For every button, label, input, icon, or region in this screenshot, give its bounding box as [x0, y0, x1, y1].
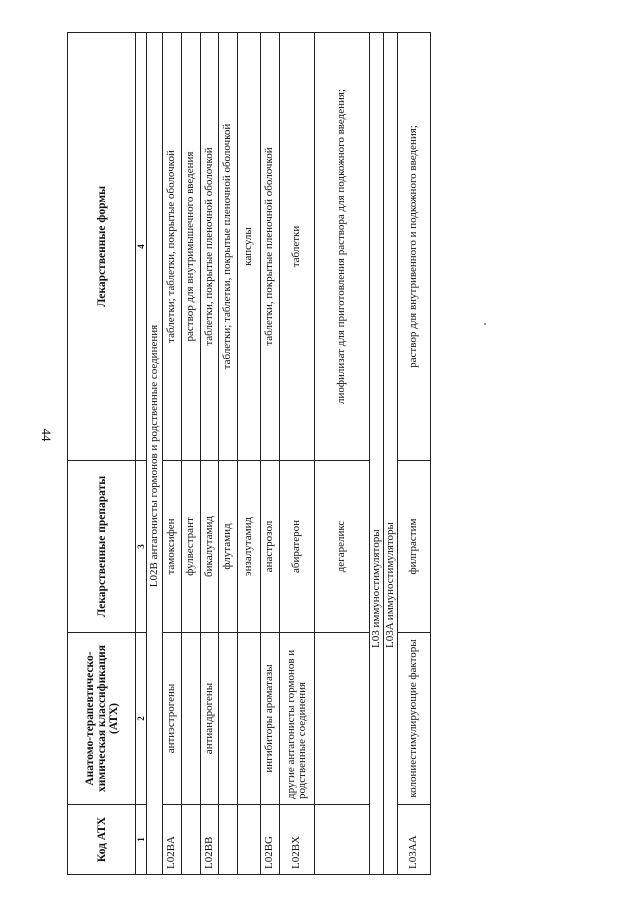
dosage-form-cell: таблетки: [280, 33, 315, 461]
table-header-row: [68, 33, 136, 875]
section-row: [147, 33, 163, 875]
atc-code-cell: L02BB: [201, 805, 219, 875]
rotated-table-wrapper: [67, 33, 420, 875]
drug-cell: анастрозол: [261, 461, 280, 633]
atc-code-cell: L03AA: [398, 805, 431, 875]
table-row: [163, 33, 182, 875]
drug-classification-table: [67, 32, 431, 875]
dosage-form-cell: раствор для внутривенного и подкожного введения;: [398, 33, 431, 461]
drug-cell: фулвестрант: [182, 461, 201, 633]
scan-speck: [484, 323, 486, 325]
dosage-form-cell: таблетки; таблетки, покрытые оболочкой: [163, 33, 182, 461]
drug-cell: энзалутамид: [238, 461, 261, 633]
table-row: [261, 33, 280, 875]
table-row: [238, 33, 261, 875]
section-row: [370, 33, 384, 875]
atc-code-cell: [182, 805, 201, 875]
atc-code-cell: L02BA: [163, 805, 182, 875]
drug-cell: дегареликс: [315, 461, 370, 633]
header-dosage-forms: Лекарственные формы: [68, 33, 136, 461]
table-row: [219, 33, 238, 875]
atc-code-cell: [238, 805, 261, 875]
table-row: [201, 33, 219, 875]
atc-group-cell: [219, 633, 238, 805]
dosage-form-cell: капсулы: [238, 33, 261, 461]
drug-cell: филграстим: [398, 461, 431, 633]
column-number: 1: [136, 805, 147, 875]
drug-cell: флутамид: [219, 461, 238, 633]
atc-code-cell: L02BG: [261, 805, 280, 875]
atc-group-cell: ингибиторы ароматазы: [261, 633, 280, 805]
atc-group-cell: антиандрогены: [201, 633, 219, 805]
atc-group-cell: [182, 633, 201, 805]
atc-group-cell: [238, 633, 261, 805]
atc-group-cell: [315, 633, 370, 805]
atc-group-cell: другие антагонисты гормонов и родственные соединения: [280, 633, 315, 805]
header-atc-code: Код АТХ: [68, 805, 136, 875]
dosage-form-cell: таблетки, покрытые пленочной оболочкой: [201, 33, 219, 461]
column-number: 4: [136, 33, 147, 461]
atc-code-cell: L02BX: [280, 805, 315, 875]
section-title: L03 иммуностимуляторы: [370, 33, 384, 875]
atc-code-cell: [315, 805, 370, 875]
atc-code-cell: [219, 805, 238, 875]
drug-cell: бикалутамид: [201, 461, 219, 633]
column-number-row: [136, 33, 147, 875]
dosage-form-cell: лиофилизат для приготовления раствора для подкожного введения;: [315, 33, 370, 461]
column-number: 2: [136, 633, 147, 805]
header-atc-classification: Анатомо-терапевтическо-химическая классификация (АТХ): [68, 633, 136, 805]
section-row: [384, 33, 398, 875]
section-title: L02B антагонисты гормонов и родственные соединения: [147, 33, 163, 875]
table-row: [280, 33, 315, 875]
dosage-form-cell: таблетки; таблетки, покрытые пленочной оболочкой: [219, 33, 238, 461]
table-row: [315, 33, 370, 875]
dosage-form-cell: раствор для внутримышечного введения: [182, 33, 201, 461]
drug-cell: абиратерон: [280, 461, 315, 633]
section-title: L03A иммуностимуляторы: [384, 33, 398, 875]
table-row: [398, 33, 431, 875]
table-row: [182, 33, 201, 875]
header-drugs: Лекарственные препараты: [68, 461, 136, 633]
page-number: 44: [39, 428, 54, 442]
atc-group-cell: антиэстрогены: [163, 633, 182, 805]
atc-group-cell: колониестимулирующие факторы: [398, 633, 431, 805]
drug-cell: тамоксифен: [163, 461, 182, 633]
column-number: 3: [136, 461, 147, 633]
dosage-form-cell: таблетки, покрытые пленочной оболочкой: [261, 33, 280, 461]
